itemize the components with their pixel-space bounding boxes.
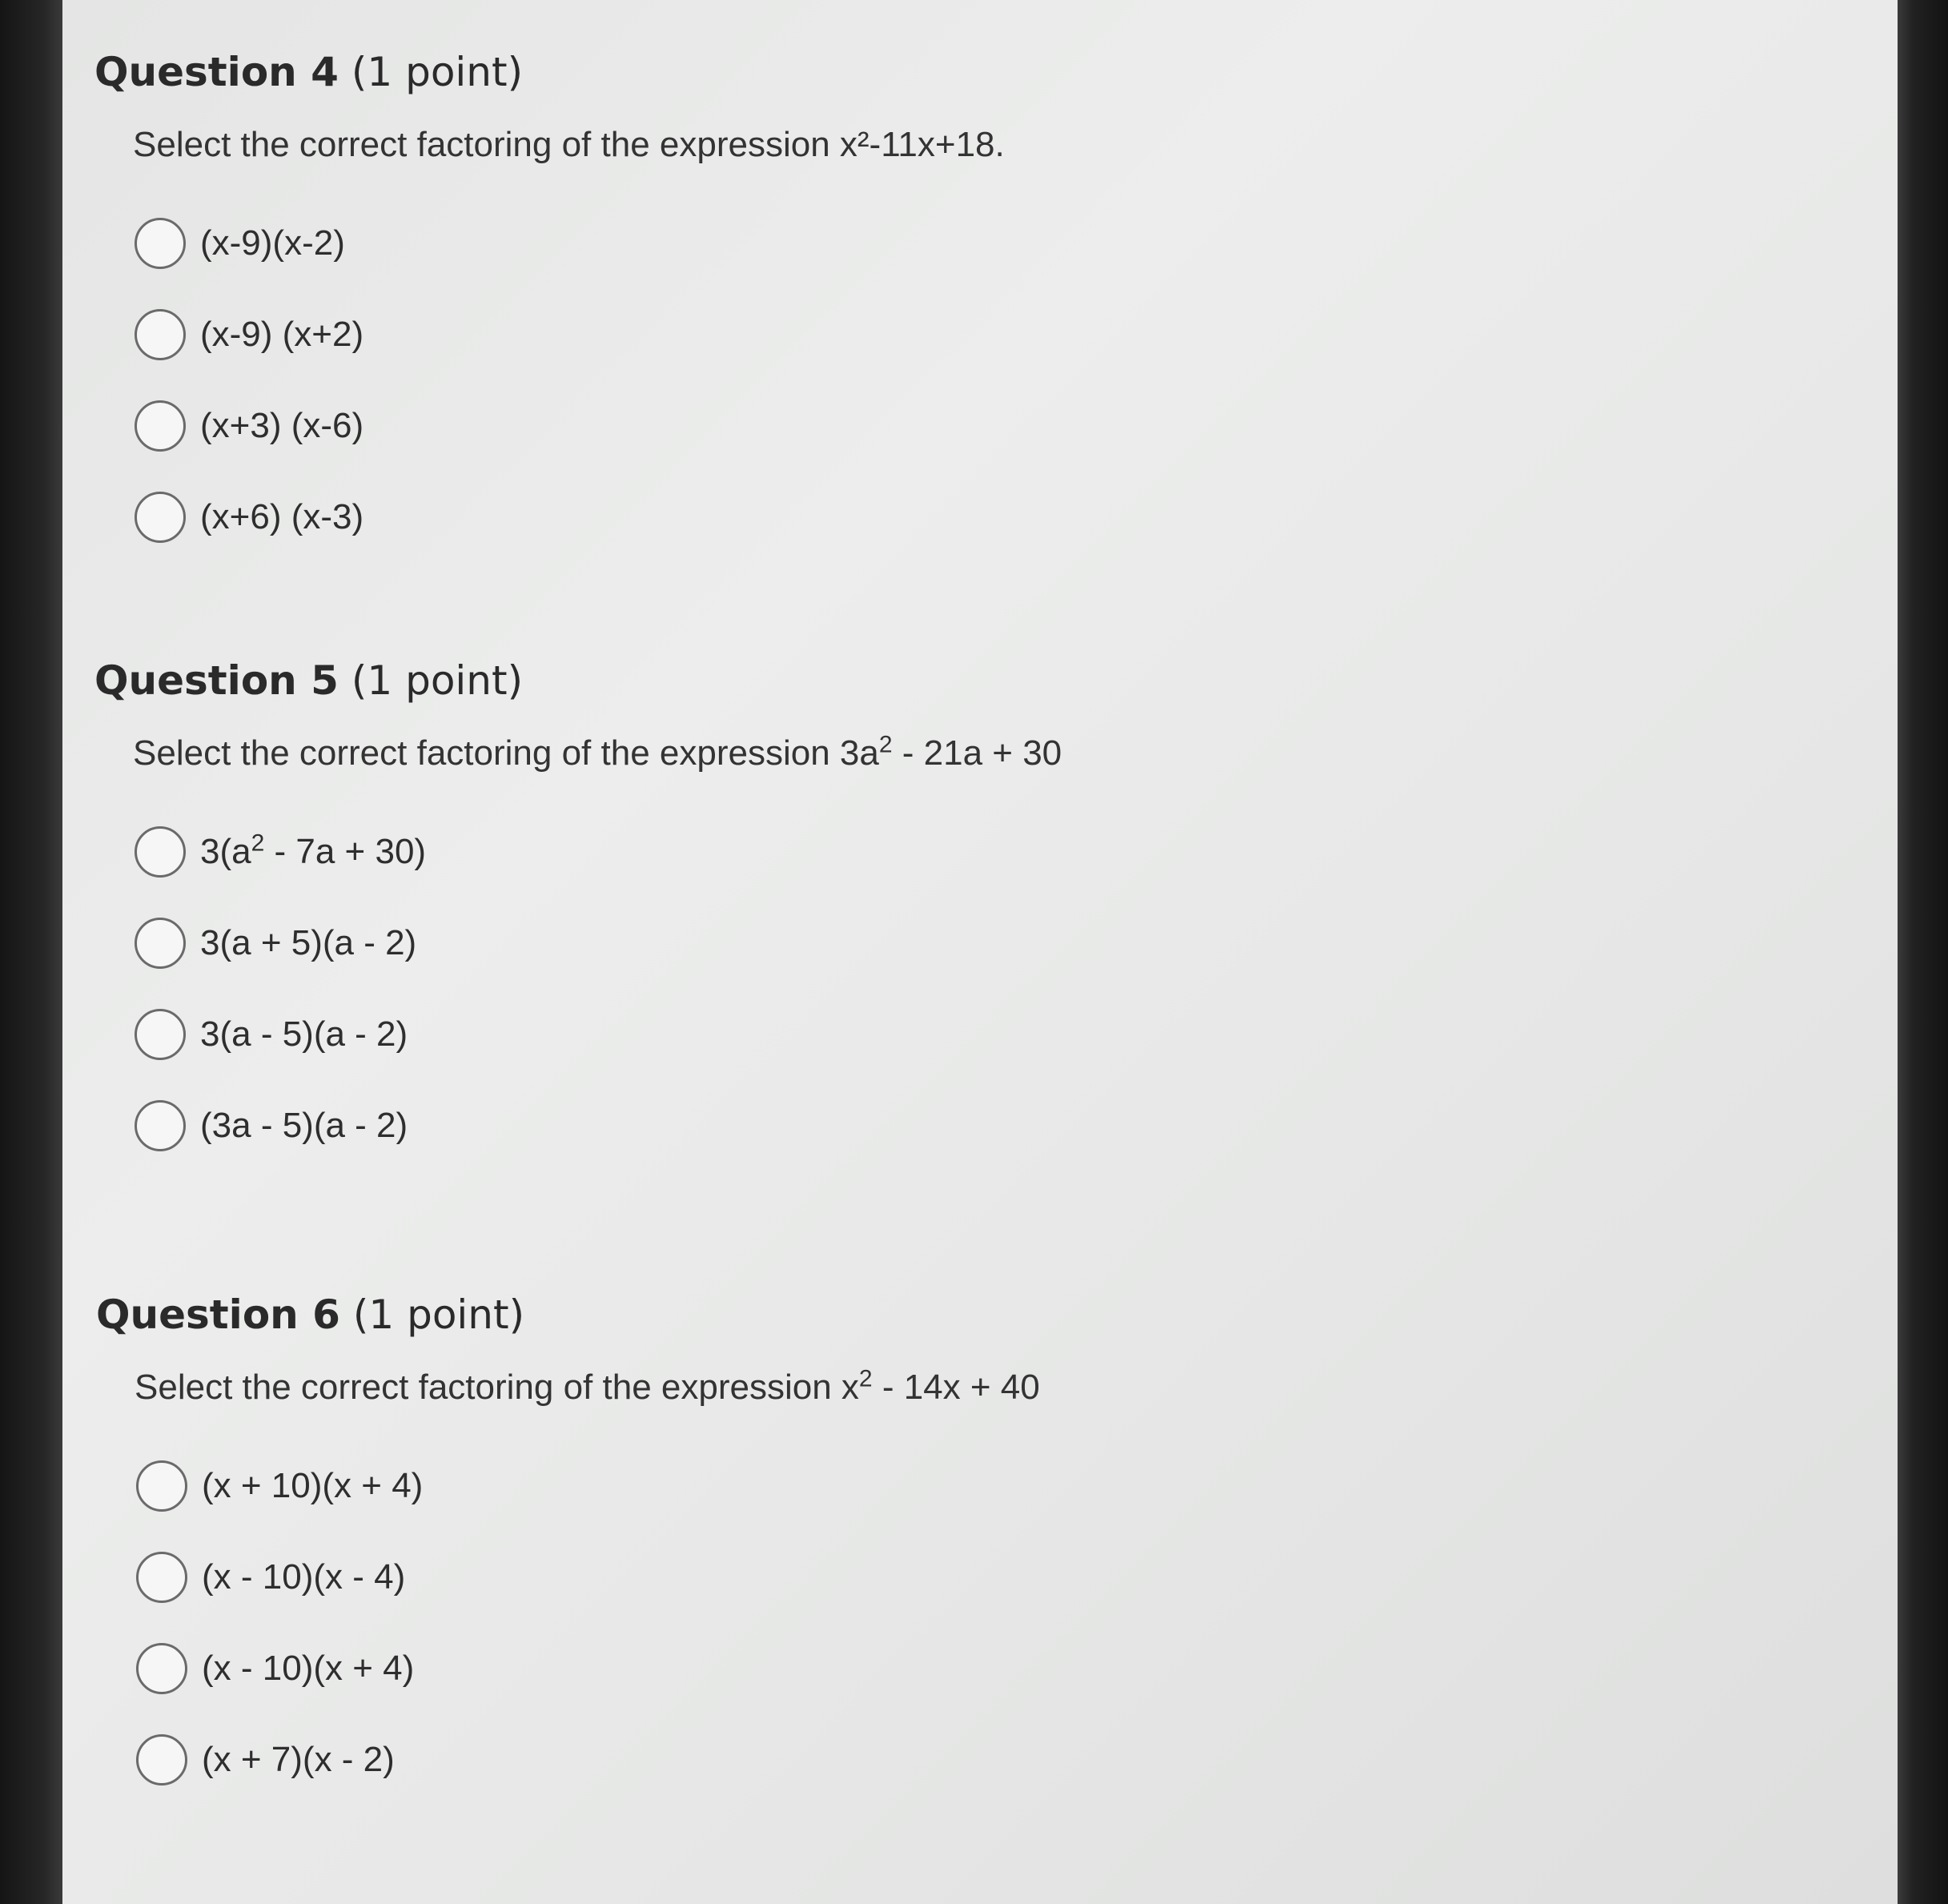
answer-option[interactable] [135,396,1856,456]
radio-button[interactable] [136,1643,187,1694]
option-label[interactable]: (x-9) (x+2) [200,315,364,354]
question-prompt [135,1365,1858,1408]
question-4 [94,48,1856,578]
radio-button[interactable] [135,826,186,878]
radio-button[interactable] [135,1100,186,1151]
answer-option[interactable] [136,1547,1858,1608]
question-title: Question 4 [94,49,339,95]
prompt-tail: - 14x + 40 [872,1368,1040,1407]
prompt-tail: - 21a + 30 [892,733,1062,773]
option-label[interactable] [200,829,427,872]
question-heading [94,657,1856,705]
radio-button[interactable] [136,1734,187,1786]
answer-options [135,821,1856,1156]
option-label-post: - 7a + 30) [264,832,427,871]
option-label[interactable]: (x - 10)(x + 4) [202,1649,415,1688]
radio-button[interactable] [135,918,186,969]
question-title: Question 6 [96,1291,340,1338]
question-prompt [133,733,1856,773]
option-label[interactable]: 3(a - 5)(a - 2) [200,1014,408,1054]
answer-option[interactable] [135,913,1856,974]
radio-button[interactable] [136,1552,187,1603]
option-label[interactable]: (x - 10)(x - 4) [202,1557,406,1597]
answer-options [136,1456,1858,1790]
question-title: Question 5 [94,657,339,704]
prompt-text: Select the correct factoring of the expression 3a [133,733,879,773]
answer-option[interactable] [135,821,1856,882]
prompt-text: Select the correct factoring of the expression x [135,1368,859,1407]
option-exponent: 2 [251,829,265,857]
radio-button[interactable] [135,218,186,269]
option-label[interactable]: (3a - 5)(a - 2) [200,1106,408,1145]
radio-button[interactable] [136,1460,187,1512]
answer-option[interactable] [135,304,1856,365]
radio-button[interactable] [135,400,186,452]
question-points: (1 point) [351,657,524,704]
quiz-page [62,0,1898,1904]
device-bezel-right [1898,0,1948,1904]
answer-option[interactable] [135,1004,1856,1065]
question-points: (1 point) [352,1291,525,1338]
device-bezel-left [0,0,62,1904]
option-label[interactable]: 3(a + 5)(a - 2) [200,923,417,962]
answer-option[interactable] [136,1456,1858,1516]
question-prompt [133,125,1856,165]
radio-button[interactable] [135,492,186,543]
question-6 [96,1291,1858,1821]
answer-option[interactable] [136,1729,1858,1790]
option-label[interactable]: (x + 10)(x + 4) [202,1466,424,1505]
option-label[interactable]: (x+3) (x-6) [200,406,364,445]
option-label[interactable]: (x + 7)(x - 2) [202,1740,395,1779]
answer-option[interactable] [135,213,1856,274]
radio-button[interactable] [135,309,186,360]
question-5 [94,657,1856,1187]
question-heading [94,48,1856,96]
option-label[interactable]: (x-9)(x-2) [200,223,345,263]
prompt-text: Select the correct factoring of the expression x²-11x+18. [133,125,1005,164]
question-heading [96,1291,1858,1339]
answer-option[interactable] [135,487,1856,548]
question-points: (1 point) [351,49,524,95]
option-label-pre: 3(a [200,832,251,871]
option-label[interactable]: (x+6) (x-3) [200,497,364,536]
prompt-exponent: 2 [858,1365,873,1392]
answer-option[interactable] [136,1638,1858,1699]
answer-option[interactable] [135,1095,1856,1156]
answer-options [135,213,1856,548]
prompt-exponent: 2 [878,731,893,758]
radio-button[interactable] [135,1009,186,1060]
